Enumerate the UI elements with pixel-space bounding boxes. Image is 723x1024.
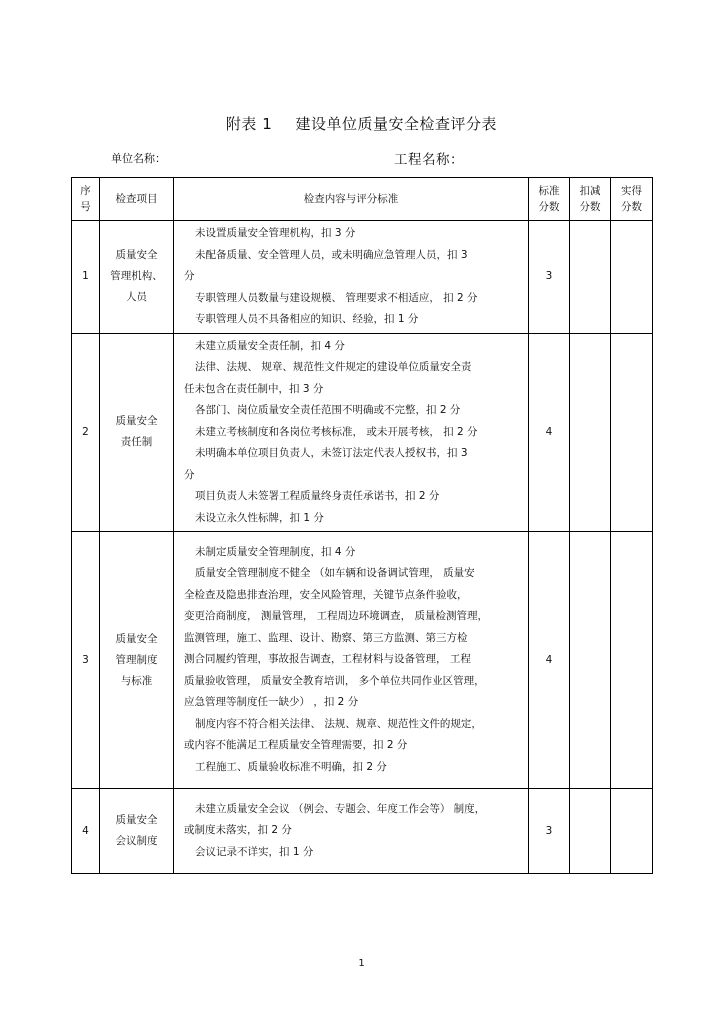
row-seq: 1 xyxy=(72,221,100,334)
content-line: 分 xyxy=(184,468,195,481)
content-line: 专职管理人员不具备相应的知识、经验，扣 1 分 xyxy=(195,313,419,325)
table-row xyxy=(72,532,653,789)
row-item xyxy=(100,532,174,789)
row-deduct-score xyxy=(570,221,611,334)
content-line: 工程施工、质量验收标准不明确，扣 2 分 xyxy=(195,760,387,773)
table-row xyxy=(72,333,653,532)
row-content xyxy=(174,221,529,334)
row-item-line: 质量安全 xyxy=(115,632,158,645)
row-item-line: 质量安全 xyxy=(115,814,158,826)
content-line: 应急管理等制度任一缺少） ，扣 2 分 xyxy=(184,696,359,709)
unit-name-label: 单位名称： xyxy=(111,152,166,165)
table-row xyxy=(72,221,653,334)
table-row xyxy=(72,789,653,874)
content-line: 测合同履约管理，事故报告调查，工程材料与设备管理， 工程 xyxy=(184,653,471,666)
row-standard-score: 3 xyxy=(529,789,570,874)
title-main: 建设单位质量安全检查评分表 xyxy=(295,115,498,133)
content-line: 专职管理人员数量与建设规模、 管理要求不相适应， 扣 2 分 xyxy=(195,291,478,304)
row-seq: 2 xyxy=(72,333,100,532)
content-line: 项目负责人未签署工程质量终身责任承诺书，扣 2 分 xyxy=(195,490,440,502)
row-standard-score: 4 xyxy=(529,333,570,532)
document-title xyxy=(0,113,723,134)
row-item xyxy=(100,789,174,874)
row-item-line: 人员 xyxy=(126,291,147,304)
header-standard: 标准 分数 xyxy=(529,178,570,221)
row-deduct-score xyxy=(570,333,611,532)
content-line: 质量验收管理， 质量安全教育培训， 多个单位共同作业区管理， xyxy=(184,674,485,687)
row-item-line: 管理机构、 xyxy=(110,270,163,283)
content-line: 变更洽商制度， 测量管理， 工程周边环境调查， 质量检测管理， xyxy=(184,610,489,623)
header-actual: 实得 分数 xyxy=(611,178,653,221)
header-seq: 序 号 xyxy=(72,178,100,221)
row-actual-score xyxy=(611,333,653,532)
row-item-line: 会议制度 xyxy=(115,835,158,847)
row-item xyxy=(100,333,174,532)
row-actual-score xyxy=(611,789,653,874)
content-line: 分 xyxy=(184,270,195,282)
row-content xyxy=(174,789,529,874)
row-item-line: 责任制 xyxy=(120,436,153,449)
content-line: 全检查及隐患排查治理，安全风险管理，关键节点条件验收， xyxy=(184,588,468,601)
row-deduct-score xyxy=(570,532,611,789)
header-content: 检查内容与评分标准 xyxy=(174,178,529,221)
row-seq: 3 xyxy=(72,532,100,789)
content-line: 监测管理，施工、监理、设计、勘察、第三方监测、第三方检 xyxy=(184,631,468,644)
project-name-label: 工程名称： xyxy=(394,152,464,168)
content-line: 未配备质量、安全管理人员，或未明确应急管理人员，扣 3 xyxy=(195,248,468,261)
content-line: 未建立质量安全会议 （例会、专题会、年度工作会等） 制度， xyxy=(195,802,486,815)
content-line: 未设置质量安全管理机构，扣 3 分 xyxy=(195,227,356,239)
content-line: 或制度未落实，扣 2 分 xyxy=(184,824,292,837)
page-number: 1 xyxy=(358,958,365,969)
content-line: 未设立永久性标牌，扣 1 分 xyxy=(195,511,324,524)
content-line: 制度内容不符合相关法律、 法规、规章、规范性文件的规定， xyxy=(195,717,482,730)
row-item xyxy=(100,221,174,334)
content-line: 任未包含在责任制中，扣 3 分 xyxy=(184,382,324,395)
row-standard-score: 4 xyxy=(529,532,570,789)
content-line: 会议记录不详实，扣 1 分 xyxy=(195,845,314,858)
row-actual-score xyxy=(611,532,653,789)
title-number: 1 xyxy=(262,115,273,133)
row-item-line: 管理制度 xyxy=(115,653,158,666)
row-content xyxy=(174,333,529,532)
row-seq: 4 xyxy=(72,789,100,874)
content-line: 各部门、岗位质量安全责任范围不明确或不完整，扣 2 分 xyxy=(195,404,461,416)
content-line: 未制定质量安全管理制度，扣 4 分 xyxy=(195,545,356,558)
table-header-row xyxy=(72,178,653,221)
content-line: 质量安全管理制度不健全 （如车辆和设备调试管理， 质量安 xyxy=(195,567,475,580)
header-item: 检查项目 xyxy=(100,178,174,221)
score-table xyxy=(71,177,653,874)
content-line: 未建立考核制度和各岗位考核标准， 或未开展考核， 扣 2 分 xyxy=(195,425,478,438)
row-actual-score xyxy=(611,221,653,334)
row-item-line: 与标准 xyxy=(120,674,153,687)
title-prefix: 附表 xyxy=(225,115,257,133)
header-deduct: 扣减 分数 xyxy=(570,178,611,221)
row-item-line: 质量安全 xyxy=(115,249,158,262)
content-line: 法律、法规、 规章、规范性文件规定的建设单位质量安全责 xyxy=(195,361,472,373)
row-item-line: 质量安全 xyxy=(115,415,158,428)
row-standard-score: 3 xyxy=(529,221,570,334)
row-deduct-score xyxy=(570,789,611,874)
content-line: 未建立质量安全责任制，扣 4 分 xyxy=(195,339,345,352)
content-line: 未明确本单位项目负责人，未签订法定代表人授权书，扣 3 xyxy=(195,447,468,459)
content-line: 或内容不能满足工程质量安全管理需要，扣 2 分 xyxy=(184,739,408,752)
row-content xyxy=(174,532,529,789)
